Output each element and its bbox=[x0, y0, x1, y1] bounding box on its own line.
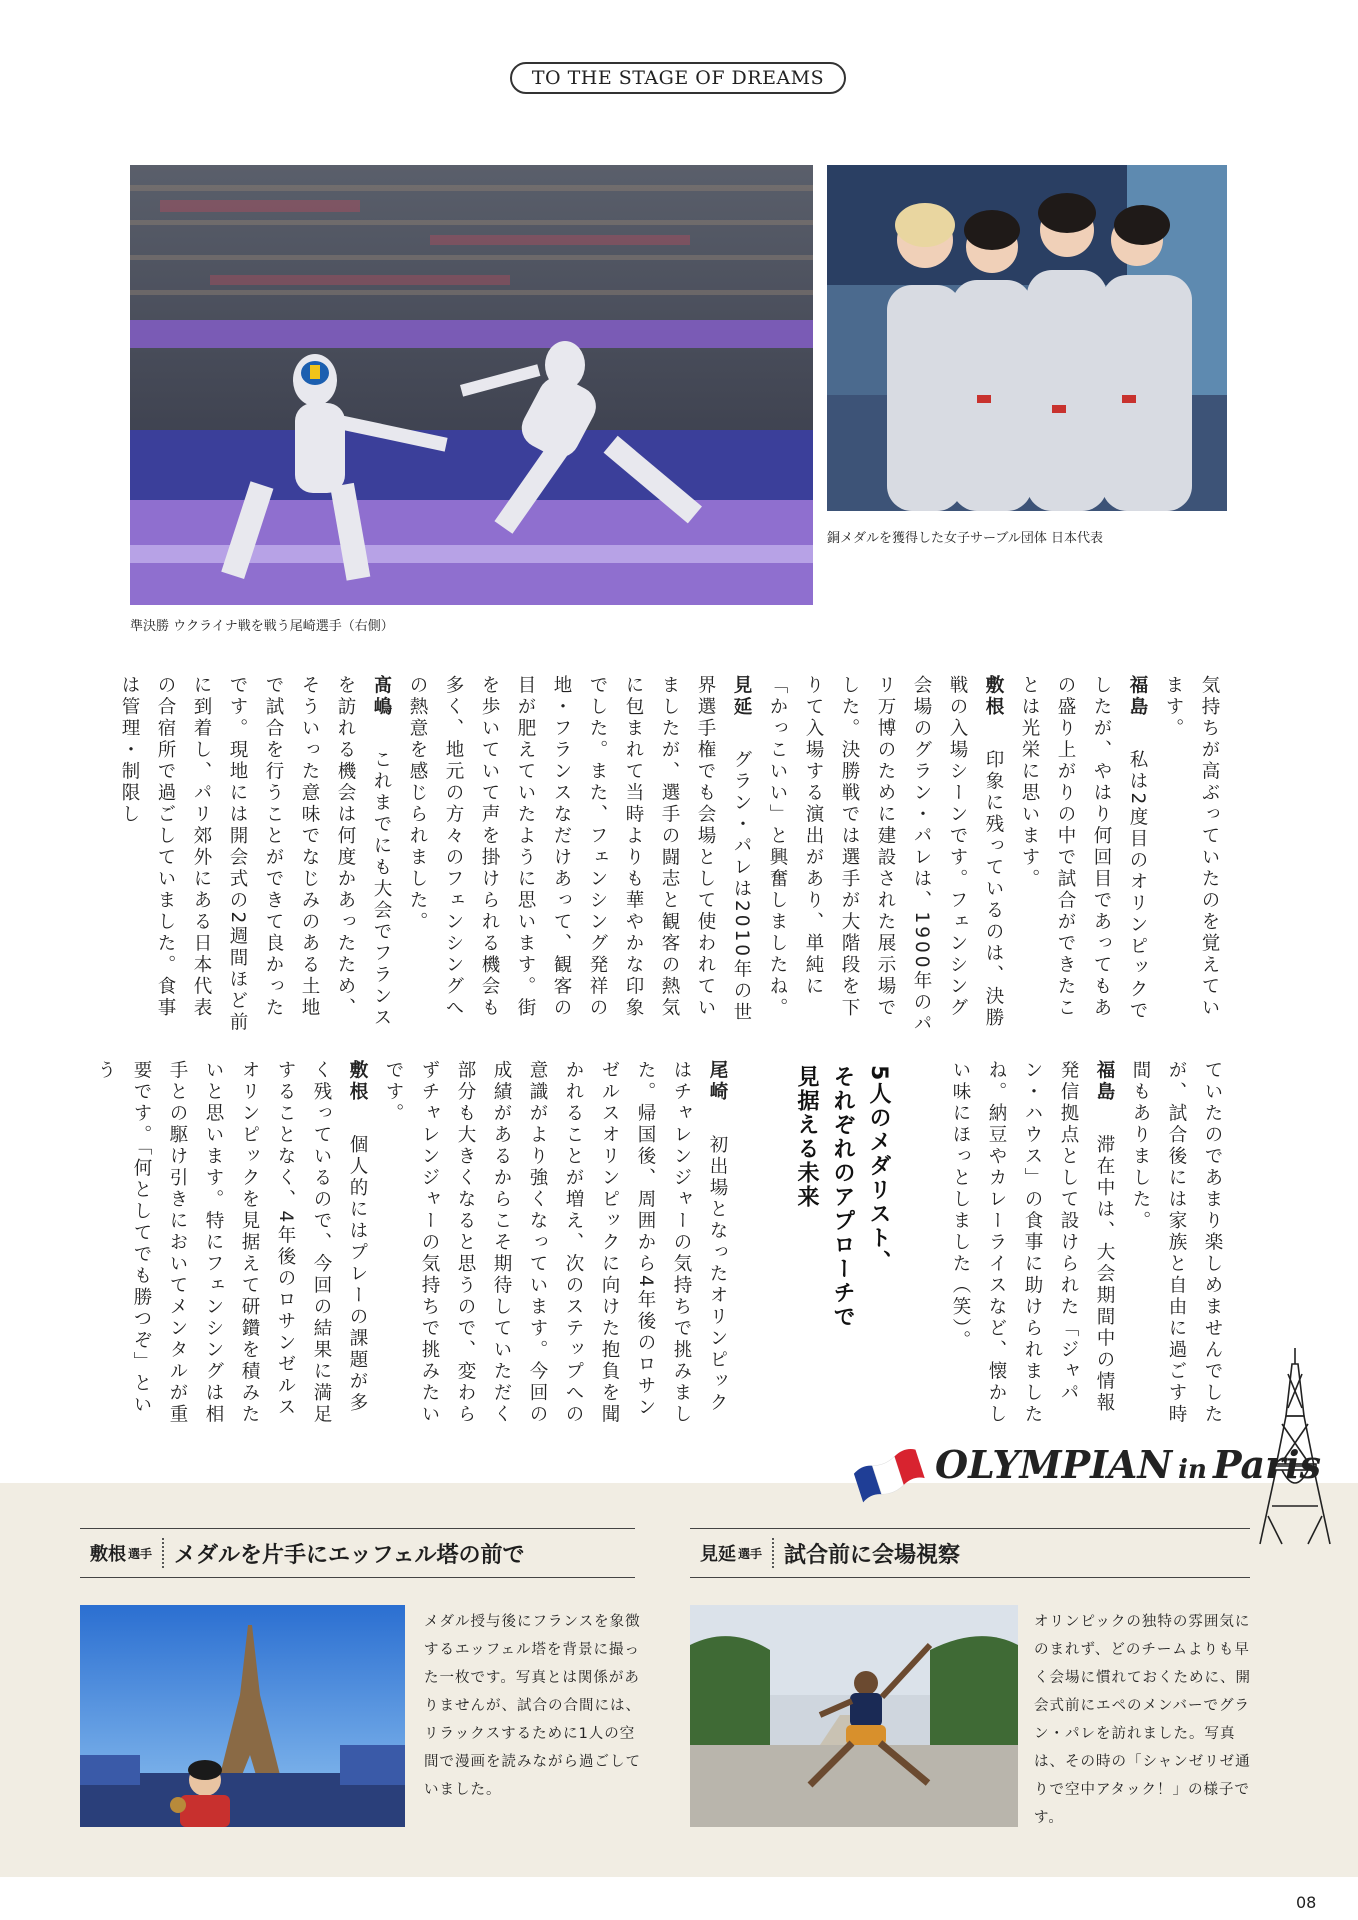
athlete-role: 選手 bbox=[738, 1546, 763, 1561]
paragraph-3: 敷根 印象に残っているのは、決勝戦の入場シーンです。フェンシング会場のグラン・パレは、1900年のパリ万博のために建設された展示場でした。決勝戦では選手が大階段を下りて入場する演出があり、単純に「かっこいい」と興奮しましたね。 bbox=[767, 675, 1004, 1036]
speaker-name: 敷根 bbox=[983, 675, 1004, 718]
panel-text-minobe: オリンピックの独特の雰囲気にのまれず、どのチームよりも早く会場に慣れておくために、開会式前にエペのメンバーでグラン・パレを訪れました。写真は、その時の「シャンゼリゼ通りで空中アタック！」の様子です。 bbox=[1034, 1614, 1251, 1826]
panel-title: 試合前に会場視察 bbox=[784, 1542, 961, 1568]
page-number: 08 bbox=[1296, 1893, 1317, 1912]
eiffel-tower-icon bbox=[1252, 1346, 1338, 1546]
fencing-photo-caption: 準決勝 ウクライナ戦を戦う尾崎選手（右側） bbox=[130, 619, 394, 634]
paragraph-6: ていたのであまり楽しめませんでしたが、試合後には家族と自由に過ごす時間もありました。 bbox=[1130, 1060, 1223, 1426]
athlete-role: 選手 bbox=[128, 1546, 153, 1561]
panel-text-shikine: メダル授与後にフランスを象徴するエッフェル塔を背景に撮った一枚です。写真とは関係がありませんが、試合の合間には、リラックスするために1人の空間で漫画を読みながら過ごしていました。 bbox=[424, 1614, 641, 1798]
paragraph-9: 敷根 個人的にはプレーの課題が多く残っているので、今回の結果に満足することなく、4年後のロサンゼルスオリンピックを見据えて研鑽を積みたいと思います。特にフェンシングは相手との駆け引きにおいてメンタルが重要です。「何としてでも勝つぞ」という bbox=[95, 1060, 368, 1426]
paragraph-8: 尾崎 初出場となったオリンピックはチャレンジャーの気持ちで挑みました。帰国後、周囲から4年後のロサンゼルスオリンピックに向けた抱負を聞かれることが増え、次のステップへの意識がより強くなっています。今回の成績があるからこそ期待していただく部分も大きくなると思うので、変わらずチャレンジャーの気持ちで挑みたいです。 bbox=[383, 1060, 728, 1426]
article-column-lower-left bbox=[95, 1060, 735, 1430]
french-flag-icon bbox=[852, 1445, 926, 1505]
paragraph-1: 気持ちが高ぶっていたのを覚えています。 bbox=[1163, 675, 1220, 1019]
article-column-lower-right bbox=[930, 1060, 1230, 1430]
speaker-name: 福島 bbox=[1127, 675, 1148, 718]
dotted-divider bbox=[772, 1538, 774, 1568]
paragraph-5: 髙嶋 これまでにも大会でフランスを訪れる機会は何度かあったため、そういった意味でなじみのある土地で試合を行うことができて良かったです。現地には開会式の2週間ほど前に到着し、パリ郊外にある日本代表の合宿所で過ごしていました。食事は管理・制限し bbox=[119, 675, 392, 1034]
article-column-upper bbox=[117, 675, 1227, 1040]
speaker-name: 福島 bbox=[1094, 1060, 1115, 1103]
section-heading: 5人のメダリスト、 それぞれのアプローチで 見据える未来 bbox=[794, 1065, 891, 1329]
panel-header-shikine bbox=[80, 1528, 635, 1578]
series-header: TO THE STAGE OF DREAMS bbox=[510, 62, 846, 94]
speaker-name: 敷根 bbox=[347, 1060, 368, 1103]
speaker-name: 見延 bbox=[731, 675, 752, 718]
athlete-name: 見延 bbox=[700, 1544, 736, 1565]
team-portrait-photo bbox=[827, 165, 1227, 511]
panel-header-minobe bbox=[690, 1528, 1250, 1578]
eiffel-tower-medal-photo bbox=[80, 1605, 405, 1827]
paragraph-7: 福島 滞在中は、大会期間中の情報発信拠点として設けられた「ジャパン・ハウス」の食事に助けられましたね。納豆やカレーライスなど、懐かしい味にほっとしました（笑）。 bbox=[950, 1060, 1115, 1426]
paragraph-2: 福島 私は2度目のオリンピックでしたが、やはり何回目であってもあの盛り上がりの中で試合ができたことは光栄に思います。 bbox=[1019, 675, 1148, 1023]
speaker-name: 尾崎 bbox=[707, 1060, 728, 1103]
team-photo-caption: 銅メダルを獲得した女子サーブル団体 日本代表 bbox=[827, 531, 1103, 546]
champs-elysees-jump-photo bbox=[690, 1605, 1018, 1827]
olympian-in-paris-title: OLYMPIAN in Paris bbox=[935, 1442, 1321, 1487]
athlete-name: 敷根 bbox=[90, 1544, 126, 1565]
fencing-bout-photo bbox=[130, 165, 813, 605]
paragraph-4: 見延 グラン・パレは2010年の世界選手権でも会場として使われていましたが、選手の闘志と観客の熱気に包まれて当時よりも華やかな印象でした。また、フェンシング発祥の地・フランスなだけあって、観客の目が肥えていたように思います。街を歩いていて声を掛けられる機会も多く、地元の方々のフェンシングへの熱意を感じられました。 bbox=[407, 675, 752, 1024]
speaker-name: 髙嶋 bbox=[371, 675, 392, 718]
panel-title: メダルを片手にエッフェル塔の前で bbox=[174, 1542, 525, 1568]
dotted-divider bbox=[162, 1538, 164, 1568]
